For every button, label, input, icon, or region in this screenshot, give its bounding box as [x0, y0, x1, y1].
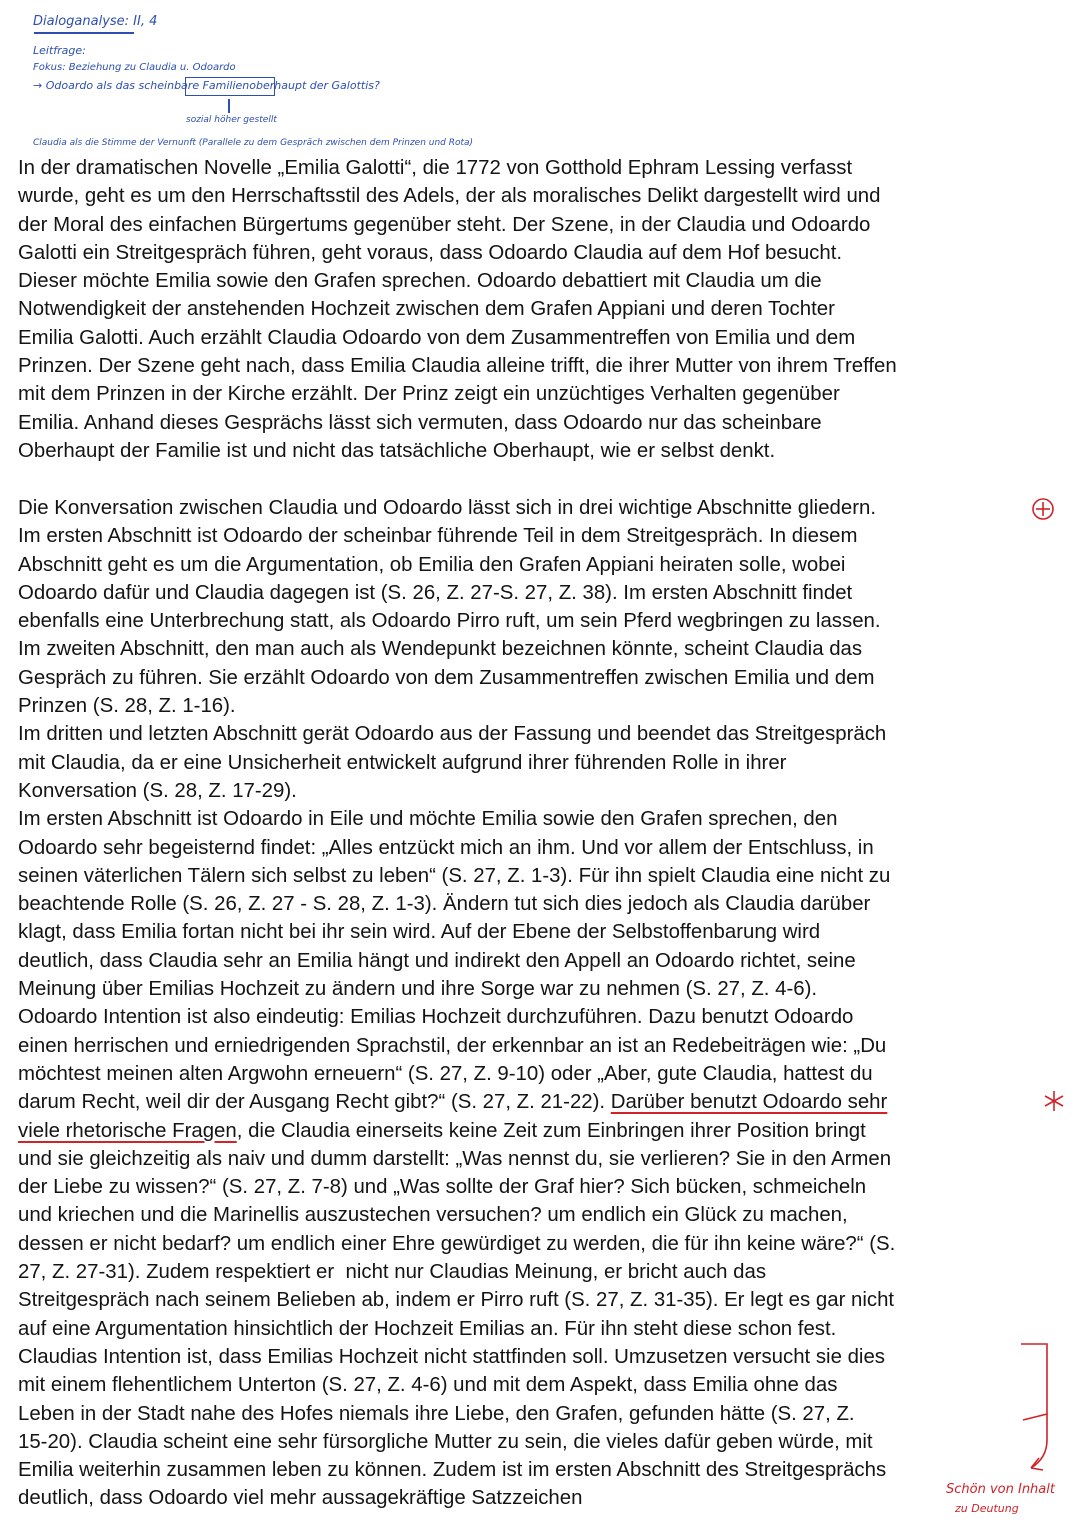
- margin-note-line2: zu Deutung: [955, 1502, 1019, 1515]
- handwritten-box-highlight: [185, 77, 275, 96]
- handwritten-guiding-question: Leitfrage:: [33, 44, 86, 57]
- handwritten-connector: [228, 99, 230, 113]
- analysis-text-part1: Die Konversation zwischen Claudia und Odoardo lässt sich in drei wichtige Abschnitte gliedern. Im ersten Abschnitt ist Odoardo der scheinbar führende Teil in dem Streitgespräch. In diesem Abschnitt geht es um die Argumentation, ob Emilia den Grafen Appiani heiraten solle, wobei Odoardo dafür und Claudia dagegen ist (S. 26, Z. 27-S. 27, Z. 38). Im ersten Abschnitt findet ebenfalls eine Unterbrechung statt, als Odoardo Pirro ruft, um sein Pferd wegbringen zu lassen. Im zweiten Abschnitt, den man auch als Wendepunkt bezeichnen könnte, scheint Claudia das Gespräch zu führen. Sie erzählt Odoardo von dem Zusammentreffen zwischen Emilia und dem Prinzen (S. 28, Z. 1-16). Im dritten und letzten Abschnitt gerät Odoardo aus der Fassung und beendet das Streitgespräch mit Claudia, da er eine Unsicherheit entwickelt aufgrund ihrer führenden Rolle in ihrer Konversation (S. 28, Z. 17-29). Im ersten Abschnitt ist Odoardo in Eile und möchte Emilia sowie den Grafen sprechen, den Odoardo sehr begeisternd findet: „Alles entzückt mich an ihm. Und vor allem der Entschluss, in seinen väterlichen Tälern sich selbst zu leben“ (S. 27, Z. 1-3). Für ihn spielt Claudia eine nicht zu beachtende Rolle (S. 26, Z. 27 - S. 28, Z. 1-3). Ändern tut sich dies jedoch als Claudia darüber klagt, dass Emilia fortan nicht bei ihr sein wird. Auf der Ebene der Selbstoffenbarung wird deutlich, dass Claudia sehr an Emilia hängt und indirekt den Appell an Odoardo richtet, seine Meinung über Emilias Hochzeit zu ändern und ihre Sorge war zu nehmen (S. 27, Z. 4-6). Odoardo Intention ist also eindeutig: Emilias Hochzeit durchzuführen. Dazu benutzt Odoardo einen herrischen und erniedrigenden Sprachstil, der erkennbar an ist an Redebeiträgen wie: „Du möchtest meinen alten Argwohn erneuern“ (S. 27, Z. 9-10) oder „Aber, gute Claudia, hattest du darum Recht, weil dir der Ausgang Recht gibt?“ (S. 27, Z. 21-22).: [18, 497, 891, 1114]
- paragraph-introduction: In der dramatischen Novelle „Emilia Galotti“, die 1772 von Gotthold Ephram Lessing verfasst wurde, geht es um den Herrschaftsstil des Adels, der als moralisches Delikt dargestellt wird und der Moral des einfachen Bürgertums gegenüber steht. Der Szene, in der Claudia und Odoardo Galotti ein Streitgespräch führen, geht voraus, dass Odoardo Claudia auf dem Hof besucht. Dieser möchte Emilia sowie den Grafen sprechen. Odoardo debattiert mit Claudia um die Notwendigkeit der anstehenden Hochzeit zwischen dem Grafen Appiani und deren Tochter Emilia Galotti. Auch erzählt Claudia Odoardo von dem Zusammentreffen von Emilia und dem Prinzen. Der Szene geht nach, dass Emilia Claudia alleine trifft, die ihrer Mutter von ihrem Treffen mit dem Prinzen in der Kirche erzählt. Der Prinz zeigt ein unzüchtiges Verhalten gegenüber Emilia. Anhand dieses Gesprächs lässt sich vermuten, dass Odoardo nur das scheinbare Oberhaupt der Familie ist und nicht das tatsächliche Oberhaupt, wie er selbst denkt.: [18, 157, 897, 462]
- handwritten-title: Dialoganalyse: II, 4: [33, 14, 158, 29]
- paragraph-analysis: [18, 494, 1068, 1513]
- handwritten-focus: Fokus: Beziehung zu Claudia u. Odoardo: [33, 62, 236, 73]
- red-underlined-phrase: Darüber benutzt Odoardo sehr viele rhetorische Fragen: [18, 1091, 888, 1142]
- title-underline: [34, 32, 134, 34]
- margin-note-line1: Schön von Inhalt: [946, 1482, 1055, 1497]
- handwritten-annotation-social: sozial höher gestellt: [186, 115, 277, 125]
- plus-circle-icon: [1031, 497, 1055, 521]
- asterisk-mark-icon: [1041, 1088, 1067, 1114]
- analysis-text-part2: , die Claudia einerseits keine Zeit zum Einbringen ihrer Position bringt und sie gleichzeitig als naiv und dumm darstellt: „Was nennst du, sie verlieren? Sie in den Armen der Liebe zu wissen?“ (S. 27, Z. 7-8) und „Was sollte der Graf hier? Sich bücken, schmeicheln und kriechen und die Marinellis auszustechen versuchen? um endlich ein Glück zu machen, dessen er nicht bedarf? um endlich einer Ehre gewürdiget zu werden, die für ihn keine wäre?“ (S. 27, Z. 27-31). Zudem respektiert er nicht nur Claudias Meinung, er bricht auch das Streitgespräch nach seinem Belieben ab, indem er Pirro ruft (S. 27, Z. 31-35). Er legt es gar nicht auf eine Argumentation hinsichtlich der Hochzeit Emilias an. Für ihn steht diese schon fest. Claudias Intention ist, dass Emilias Hochzeit nicht stattfinden soll. Umzusetzen versucht sie dies mit einem flehentlichem Unterton (S. 27, Z. 4-6) und mit dem Aspekt, dass Emilia ohne das Leben in der Stadt nahe des Hofes niemals ihre Liebe, den Grafen, gefunden hätte (S. 27, Z. 15-20). Claudia scheint eine sehr fürsorgliche Mutter zu sein, die vieles dafür geben würde, mit Emilia weiterhin zusammen leben zu können. Zudem ist im ersten Abschnitt des Streitgesprächs deutlich, dass Odoardo viel mehr aussagekräftige Satzzeichen: [18, 1119, 896, 1510]
- handwritten-annotation-claudia: Claudia als die Stimme der Vernunft (Parallele zu dem Gespräch zwischen dem Prinzen und Rota): [33, 138, 474, 148]
- handwritten-hypothesis: → Odoardo als das scheinbare Familienoberhaupt der Galottis?: [33, 79, 380, 92]
- bracket-arrow-icon: [1017, 1340, 1067, 1480]
